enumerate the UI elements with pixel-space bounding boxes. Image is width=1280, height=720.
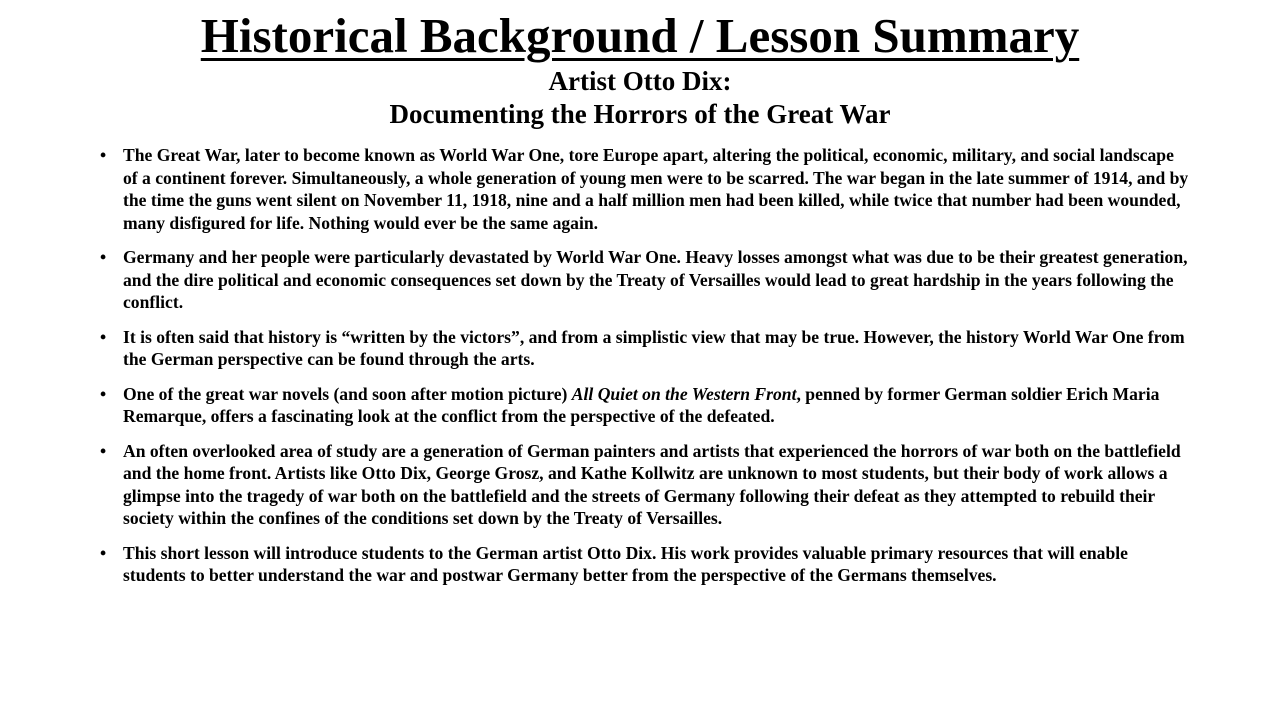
bullet-marker: •	[100, 440, 107, 461]
bullet-marker: •	[100, 326, 107, 347]
bullet-item-3	[100, 326, 1190, 371]
bullet-marker: •	[100, 145, 107, 165]
bullet-text: Germany and her people were particularly devastated by World War One. Heavy losses amongst what was due to be their greatest generation, and the dire political and economic consequences set down by the Treaty of Versailles would lead to great hardship in the years following the conflict.	[123, 247, 1188, 312]
book-title: All Quiet on the Western Front	[571, 383, 797, 404]
bullet-item-1	[100, 144, 1190, 234]
bullet-text-before: One of the great war novels (and soon after motion picture)	[123, 383, 572, 404]
bullet-text	[123, 384, 1159, 427]
bullet-text: An often overlooked area of study are a generation of German painters and artists that experienced the horrors of war both on the battlefield and the home front. Artists like Otto Dix, George Grosz, and Kathe Kollwitz are unknown to most students, but their body of work allows a glimpse into the tragedy of war both on the battlefield and the streets of Germany following their defeat as they attempted to rebuild their society within the confines of the conditions set down by the Treaty of Versailles.	[123, 440, 1181, 528]
bullet-marker: •	[100, 247, 107, 267]
bullet-marker: •	[100, 542, 107, 563]
bullet-list	[100, 144, 1190, 599]
bullet-text: The Great War, later to become known as World War One, tore Europe apart, altering the political, economic, military, and social landscape of a continent forever. Simultaneously, a whole generation of young men were to be scarred. The war began in the late summer of 1914, and by the time the guns went silent on November 11, 1918, nine and a half million men had been killed, while twice that number had been wounded, many disfigured for life. Nothing would ever be the same again.	[123, 145, 1189, 233]
bullet-text: This short lesson will introduce students to the German artist Otto Dix. His work provides valuable primary resources that will enable students to better understand the war and postwar Germany better from the perspective of the Germans themselves.	[123, 542, 1128, 585]
bullet-marker: •	[100, 383, 107, 404]
slide-subtitle-line-2: Documenting the Horrors of the Great War	[389, 99, 891, 129]
bullet-item-2	[100, 246, 1190, 314]
slide-subtitle-line-1: Artist Otto Dix:	[548, 66, 732, 96]
bullet-item-5	[100, 440, 1190, 530]
bullet-text: It is often said that history is “written by the victors”, and from a simplistic view that may be true. However, the history World War One from the German perspective can be found through the arts.	[123, 326, 1185, 369]
slide-title: Historical Background / Lesson Summary	[200, 8, 1080, 63]
bullet-item-4	[100, 383, 1190, 428]
bullet-item-6	[100, 542, 1190, 587]
bullet-text-after: , penned by former German soldier Erich Maria Remarque, offers a fascinating look at the conflict from the perspective of the defeated.	[123, 383, 1160, 426]
